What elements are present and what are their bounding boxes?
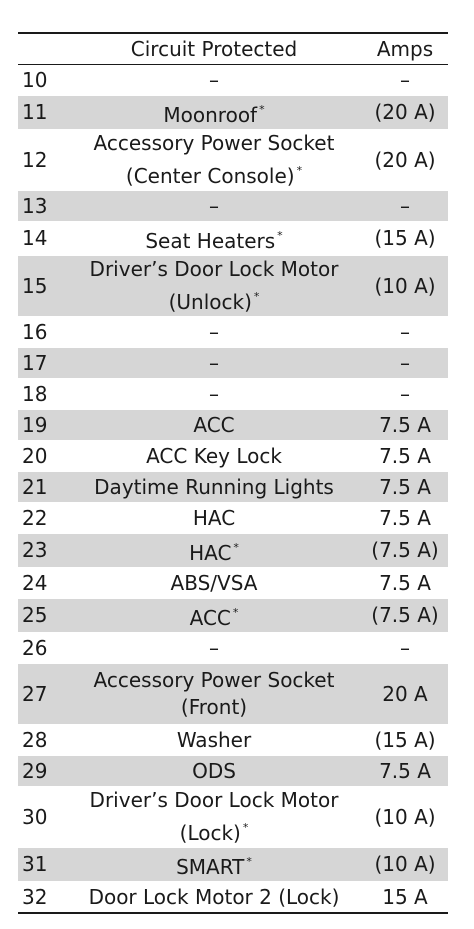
circuit-line — [66, 96, 362, 129]
circuit-line — [66, 848, 362, 881]
circuit-line — [66, 635, 362, 662]
fuse-number: 10 — [18, 65, 66, 96]
table-row — [18, 472, 448, 503]
fuse-number: 17 — [18, 348, 66, 379]
circuit-line — [66, 884, 362, 911]
circuit-text: – — [209, 635, 219, 660]
circuit-text: – — [209, 319, 219, 344]
fuse-amps: 7.5 A — [362, 568, 448, 599]
table-row — [18, 65, 448, 96]
fuse-amps: – — [362, 633, 448, 664]
circuit-text: Driver’s Door Lock Motor — [89, 257, 339, 281]
circuit-line — [66, 222, 362, 255]
circuit-protected — [66, 379, 362, 410]
circuit-line — [66, 157, 362, 190]
table-row — [18, 787, 448, 848]
circuit-protected — [66, 848, 362, 882]
fuse-number: 11 — [18, 96, 66, 130]
circuit-protected — [66, 725, 362, 756]
circuit-text: Moonroof — [163, 103, 258, 127]
table-row — [18, 130, 448, 191]
fuse-number: 29 — [18, 756, 66, 787]
fuse-number: 28 — [18, 725, 66, 756]
table-row — [18, 664, 448, 725]
fuse-number: 15 — [18, 256, 66, 317]
circuit-text: ABS/VSA — [170, 570, 258, 595]
table-row — [18, 633, 448, 664]
circuit-line — [66, 787, 362, 814]
fuse-number: 25 — [18, 599, 66, 633]
fuse-amps: 7.5 A — [362, 756, 448, 787]
circuit-line — [66, 443, 362, 470]
circuit-text: HAC — [192, 505, 236, 530]
fuse-number: 23 — [18, 534, 66, 568]
fuse-amps: – — [362, 348, 448, 379]
circuit-protected — [66, 787, 362, 848]
circuit-line — [66, 505, 362, 532]
table-row — [18, 725, 448, 756]
fuse-number: 14 — [18, 222, 66, 256]
fuse-amps: (7.5 A) — [362, 599, 448, 633]
circuit-line — [66, 727, 362, 754]
table-row — [18, 256, 448, 317]
fuse-number: 16 — [18, 317, 66, 348]
circuit-protected — [66, 664, 362, 725]
table-row — [18, 599, 448, 633]
fuse-amps: (15 A) — [362, 222, 448, 256]
fuse-number: 32 — [18, 882, 66, 914]
footnote-marker: * — [232, 606, 239, 619]
footnote-marker: * — [277, 229, 283, 242]
circuit-text: Door Lock Motor 2 (Lock) — [88, 884, 340, 909]
fuse-amps: – — [362, 317, 448, 348]
table-row — [18, 882, 448, 914]
circuit-text: Daytime Running Lights — [94, 474, 334, 499]
fuse-number: 21 — [18, 472, 66, 503]
fuse-number: 19 — [18, 410, 66, 441]
header-number — [18, 33, 66, 65]
circuit-protected — [66, 96, 362, 130]
circuit-line — [66, 570, 362, 597]
circuit-line — [66, 130, 362, 157]
circuit-protected — [66, 882, 362, 914]
fuse-number: 20 — [18, 441, 66, 472]
circuit-text: Washer — [176, 727, 252, 752]
circuit-text: (Front) — [180, 695, 248, 719]
table-row — [18, 410, 448, 441]
circuit-line — [66, 814, 362, 847]
fuse-amps: 7.5 A — [362, 441, 448, 472]
header-circuit: Circuit Protected — [66, 33, 362, 65]
fuse-amps: 7.5 A — [362, 472, 448, 503]
table-row — [18, 441, 448, 472]
circuit-protected — [66, 191, 362, 222]
table-body — [18, 65, 448, 914]
circuit-line — [66, 474, 362, 501]
circuit-text: – — [209, 193, 219, 218]
fuse-number: 31 — [18, 848, 66, 882]
circuit-text: – — [209, 350, 219, 375]
table-row — [18, 348, 448, 379]
footnote-marker: * — [296, 164, 303, 177]
circuit-text: HAC — [189, 541, 232, 565]
circuit-protected — [66, 472, 362, 503]
circuit-line — [66, 256, 362, 283]
circuit-text: (Center Console) — [125, 164, 295, 188]
table-row — [18, 848, 448, 882]
table-row — [18, 534, 448, 568]
fuse-amps: (7.5 A) — [362, 534, 448, 568]
circuit-text: (Unlock) — [168, 290, 252, 314]
circuit-text: ODS — [192, 758, 236, 783]
circuit-protected — [66, 65, 362, 96]
fuse-amps: (15 A) — [362, 725, 448, 756]
table-row — [18, 191, 448, 222]
footnote-marker: * — [242, 821, 249, 834]
circuit-line — [66, 319, 362, 346]
circuit-protected — [66, 568, 362, 599]
circuit-text: – — [209, 381, 219, 406]
fuse-amps: – — [362, 65, 448, 96]
fuse-amps: 15 A — [362, 882, 448, 914]
table-row — [18, 222, 448, 256]
circuit-protected — [66, 503, 362, 534]
circuit-protected — [66, 317, 362, 348]
circuit-line — [66, 758, 362, 785]
circuit-protected — [66, 599, 362, 633]
circuit-protected — [66, 256, 362, 317]
circuit-line — [66, 599, 362, 632]
circuit-protected — [66, 633, 362, 664]
circuit-text: (Lock) — [179, 821, 241, 845]
circuit-text: Driver’s Door Lock Motor — [89, 788, 339, 812]
fuse-amps: 20 A — [362, 664, 448, 725]
fuse-amps: (20 A) — [362, 96, 448, 130]
fuse-number: 12 — [18, 130, 66, 191]
fuse-amps: – — [362, 191, 448, 222]
fuse-number: 27 — [18, 664, 66, 725]
fuse-number: 18 — [18, 379, 66, 410]
fuse-amps: (10 A) — [362, 848, 448, 882]
circuit-text: ACC — [193, 412, 235, 437]
fuse-table — [18, 32, 448, 914]
fuse-amps: (20 A) — [362, 130, 448, 191]
circuit-protected — [66, 348, 362, 379]
footnote-marker: * — [233, 541, 239, 554]
fuse-amps: 7.5 A — [362, 503, 448, 534]
circuit-text: ACC — [189, 606, 231, 630]
circuit-text: Accessory Power Socket — [93, 668, 335, 692]
circuit-line — [66, 350, 362, 377]
circuit-text: Accessory Power Socket — [93, 131, 335, 155]
fuse-amps: (10 A) — [362, 256, 448, 317]
fuse-number: 30 — [18, 787, 66, 848]
header-amps: Amps — [362, 33, 448, 65]
footnote-marker: * — [259, 103, 265, 116]
circuit-line — [66, 534, 362, 567]
header-row — [18, 33, 448, 65]
fuse-number: 24 — [18, 568, 66, 599]
circuit-line — [66, 412, 362, 439]
table-row — [18, 503, 448, 534]
circuit-line — [66, 193, 362, 220]
circuit-line — [66, 694, 362, 721]
circuit-protected — [66, 222, 362, 256]
circuit-text: Seat Heaters — [145, 229, 276, 253]
circuit-line — [66, 67, 362, 94]
circuit-line — [66, 283, 362, 316]
circuit-protected — [66, 756, 362, 787]
footnote-marker: * — [246, 855, 252, 868]
table-row — [18, 379, 448, 410]
circuit-text: SMART — [176, 855, 245, 879]
circuit-line — [66, 381, 362, 408]
circuit-protected — [66, 410, 362, 441]
table-header — [18, 33, 448, 65]
fuse-amps: 7.5 A — [362, 410, 448, 441]
table-row — [18, 756, 448, 787]
circuit-protected — [66, 441, 362, 472]
table-row — [18, 568, 448, 599]
table-row — [18, 317, 448, 348]
footnote-marker: * — [253, 290, 260, 303]
fuse-number: 22 — [18, 503, 66, 534]
circuit-line — [66, 667, 362, 694]
fuse-amps: (10 A) — [362, 787, 448, 848]
fuse-amps: – — [362, 379, 448, 410]
table-row — [18, 96, 448, 130]
fuse-number: 26 — [18, 633, 66, 664]
fuse-number: 13 — [18, 191, 66, 222]
circuit-text: – — [209, 67, 219, 92]
circuit-protected — [66, 534, 362, 568]
circuit-text: ACC Key Lock — [146, 443, 282, 468]
circuit-protected — [66, 130, 362, 191]
